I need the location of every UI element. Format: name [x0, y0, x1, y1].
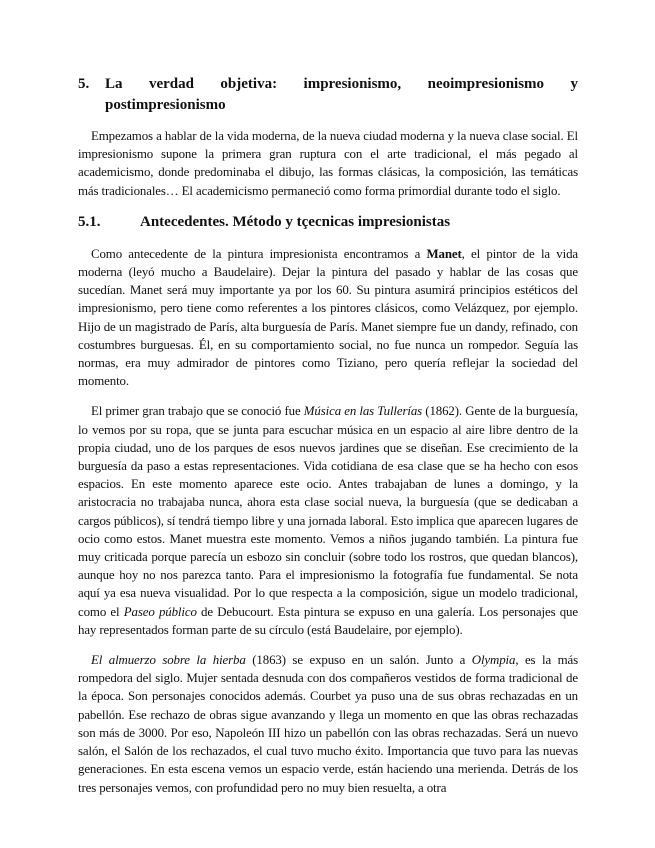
paragraph-tullerias: El primer gran trabajo que se conoció fue Música en las Tullerías (1862). Gente de la burguesía, lo vemos por su ropa, que se junta para escuchar música en un espacio al aire libre dentro de la propia ciudad, uno de los parques de esos nuevos jardines que se diseñan. Ese crecimiento de la burguesía da paso a estas representaciones. Vida cotidiana de esa clase que se ha hecho con esos espacios. En este momento aparece este ocio. Antes trabajaban de lunes a domingo, y la aristocracia no trabajaba nunca, ahora esta clase social nueva, la burguesía (que se dedicaban a cargos públicos), sí tendrá tiempo libre y una jornada laboral. Esto implica que aparecen lugares de ocio como estos. Manet muestra este momento. Vemos a niños jugando también. La pintura fue muy criticada porque parecía un esbozo sin concluir (sobre todo los rostros, que quedan blancos), aunque hoy no nos parezca tanto. Para el impresionismo la fotografía fue fundamental. Se nota aquí ya esa nueva visualidad. Por lo que respecta a la composición, sigue un modelo tradicional, como el Paseo público de Debucourt. Esta pintura se expuso en una galería. Los personajes que hay representados forman parte de su círculo (está Baudelaire, por ejemplo). — [78, 404, 578, 637]
subsection-number: 5.1. — [78, 213, 101, 230]
section-heading — [78, 74, 578, 116]
artwork-title: El almuerzo sobre la hierba — [91, 653, 246, 668]
artwork-title: Paseo público — [123, 604, 197, 619]
artwork-title: Música en las Tullerías — [303, 404, 423, 419]
artwork-title: Olympia — [471, 653, 516, 668]
section-title — [105, 74, 578, 116]
bold-name: Manet — [426, 246, 462, 261]
intro-paragraph: Empezamos a hablar de la vida moderna, de la nueva ciudad moderna y la nueva clase social. El impresionismo supone la primera gran ruptura con el arte tradicional, el más pegado al academicismo, donde predominaba el dibujo, las formas clásicas, la composición, las temáticas más tradicionales… El academicismo permaneció como forma primordial durante todo el siglo. — [78, 129, 578, 198]
subsection-heading — [78, 212, 578, 232]
paragraph-manet: Como antecedente de la pintura impresionista encontramos a Manet, el pintor de la vida moderna (leyó mucho a Baudelaire). Dejar la pintura del pasado y hablar de las cosas que sucedían. Manet será muy importante ya por los 60. Su pintura asumirá principios estéticos del impresionismo, pero tiene como referentes a los pintores clásicos, como Velázquez, por ejemplo. Hijo de un magistrado de París, alta burguesía de París. Manet siempre fue un dandy, refinado, con costumbres burguesas. Él, en su comportamiento social, no fue nunca un rompedor. Seguía las normas, era muy admirador de pintores como Tiziano, pero quería reflejar la sociedad del momento. — [78, 246, 578, 389]
section-number: 5. — [78, 76, 90, 92]
section-title-line1: La verdad objetiva: impresionismo, neoimpresionismo y — [105, 76, 578, 92]
section-title-line2: postimpresionismo — [105, 97, 226, 113]
subsection-title: Antecedentes. Método y tçecnicas impresionistas — [140, 213, 451, 230]
document-page — [78, 74, 578, 809]
paragraph-almuerzo: El almuerzo sobre la hierba (1863) se expuso en un salón. Junto a Olympia, es la más rompedora del siglo. Mujer sentada desnuda con dos compañeros vestidos de forma tradicional de la época. Son personajes conocidos además. Courbet ya puso una de sus obras rechazadas en un pabellón. Ese rechazo de obras sigue avanzando y llega un momento en que las obras rechazadas son más de 3000. Por eso, Napoleón III hizo un pabellón con las obras rechazadas. Será un nuevo salón, el Salón de los rechazados, el cual tuvo mucho éxito. Importancia que tuvo para las nuevas generaciones. En esta escena vemos un espacio verde, están haciendo una merienda. Detrás de los tres personajes vemos, con profundidad pero no muy bien resuelta, a otra — [78, 653, 579, 795]
